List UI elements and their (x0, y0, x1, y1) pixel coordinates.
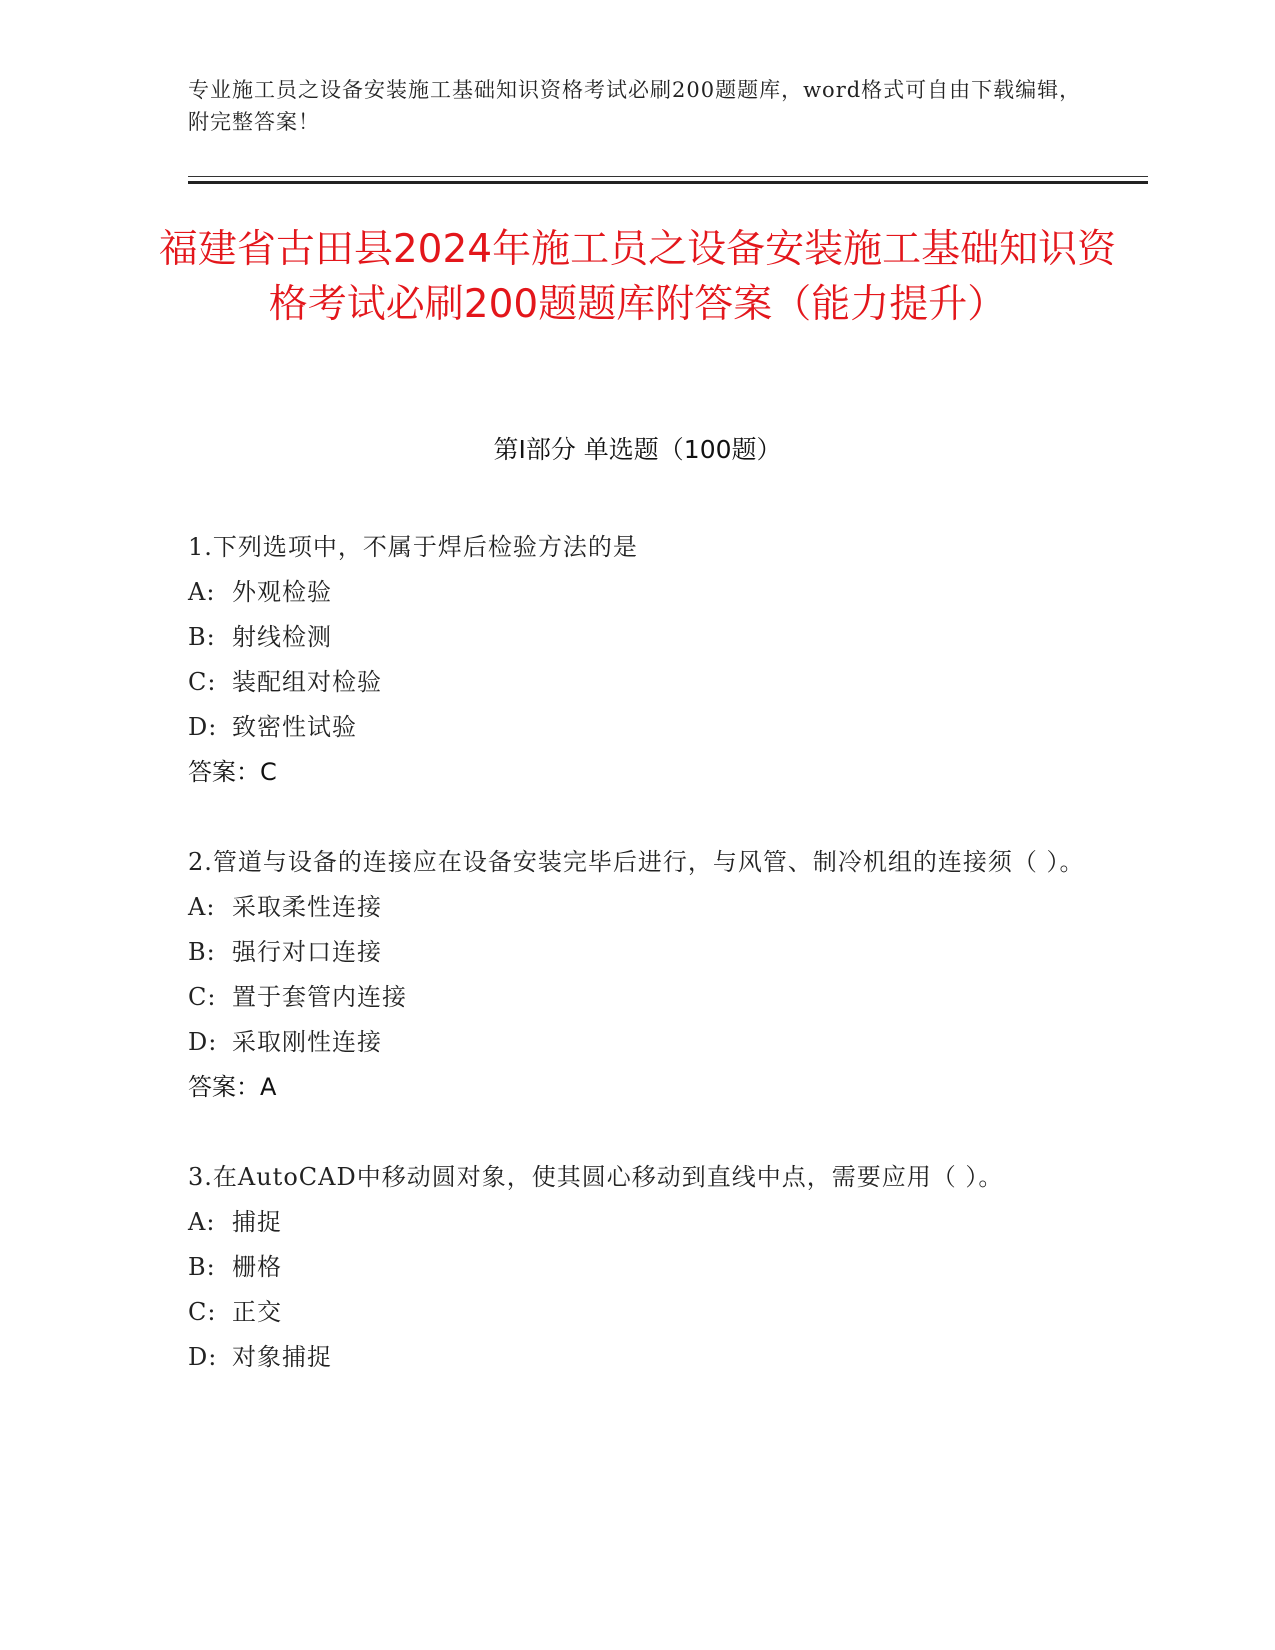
document-title: 福建省古田县2024年施工员之设备安装施工基础知识资格考试必刷200题题库附答案（能力提升） (158, 227, 1117, 327)
option-c (188, 660, 1088, 705)
question-stem: 2.管道与设备的连接应在设备安装完毕后进行，与风管、制冷机组的连接须（ ）。 (188, 848, 1085, 876)
option-text: 强行对口连接 (232, 938, 382, 966)
option-text: 外观检验 (232, 578, 332, 606)
option-letter: C: (188, 1298, 217, 1326)
header-divider-thick (188, 181, 1148, 184)
option-a (188, 1200, 1088, 1245)
option-letter: A: (188, 893, 216, 921)
option-letter: A: (188, 578, 216, 606)
option-c (188, 975, 1088, 1020)
option-letter: B: (188, 1253, 216, 1281)
option-b (188, 930, 1088, 975)
header-note: 专业施工员之设备安装施工基础知识资格考试必刷200题题库，word格式可自由下载编辑，附完整答案！ (188, 78, 1082, 134)
option-letter: D: (188, 1028, 218, 1056)
option-text: 对象捕捉 (232, 1343, 332, 1371)
question-stem: 1.下列选项中，不属于焊后检验方法的是 (188, 533, 638, 561)
option-letter: C: (188, 668, 217, 696)
option-b (188, 615, 1088, 660)
answer: 答案：A (188, 1073, 277, 1101)
option-b (188, 1245, 1088, 1290)
option-text: 采取刚性连接 (232, 1028, 382, 1056)
option-text: 栅格 (232, 1253, 282, 1281)
option-text: 致密性试验 (232, 713, 357, 741)
question-list (188, 525, 1088, 1425)
option-text: 正交 (232, 1298, 282, 1326)
option-text: 采取柔性连接 (232, 893, 382, 921)
header-divider-thin (188, 176, 1148, 177)
option-letter: C: (188, 983, 217, 1011)
question-1 (188, 525, 1088, 795)
option-letter: B: (188, 938, 216, 966)
option-text: 射线检测 (232, 623, 332, 651)
option-c (188, 1290, 1088, 1335)
option-text: 装配组对检验 (232, 668, 382, 696)
option-text: 捕捉 (232, 1208, 282, 1236)
question-2 (188, 840, 1088, 1110)
option-text: 置于套管内连接 (232, 983, 407, 1011)
option-d (188, 1335, 1088, 1380)
option-a (188, 570, 1088, 615)
option-d (188, 705, 1088, 750)
option-letter: B: (188, 623, 216, 651)
option-letter: D: (188, 713, 218, 741)
option-a (188, 885, 1088, 930)
option-d (188, 1020, 1088, 1065)
option-letter: D: (188, 1343, 218, 1371)
question-3 (188, 1155, 1088, 1380)
question-stem: 3.在AutoCAD中移动圆对象，使其圆心移动到直线中点，需要应用（ ）。 (188, 1163, 1004, 1191)
section-title: 第I部分 单选题（100题） (493, 435, 782, 464)
option-letter: A: (188, 1208, 216, 1236)
answer: 答案：C (188, 758, 277, 786)
